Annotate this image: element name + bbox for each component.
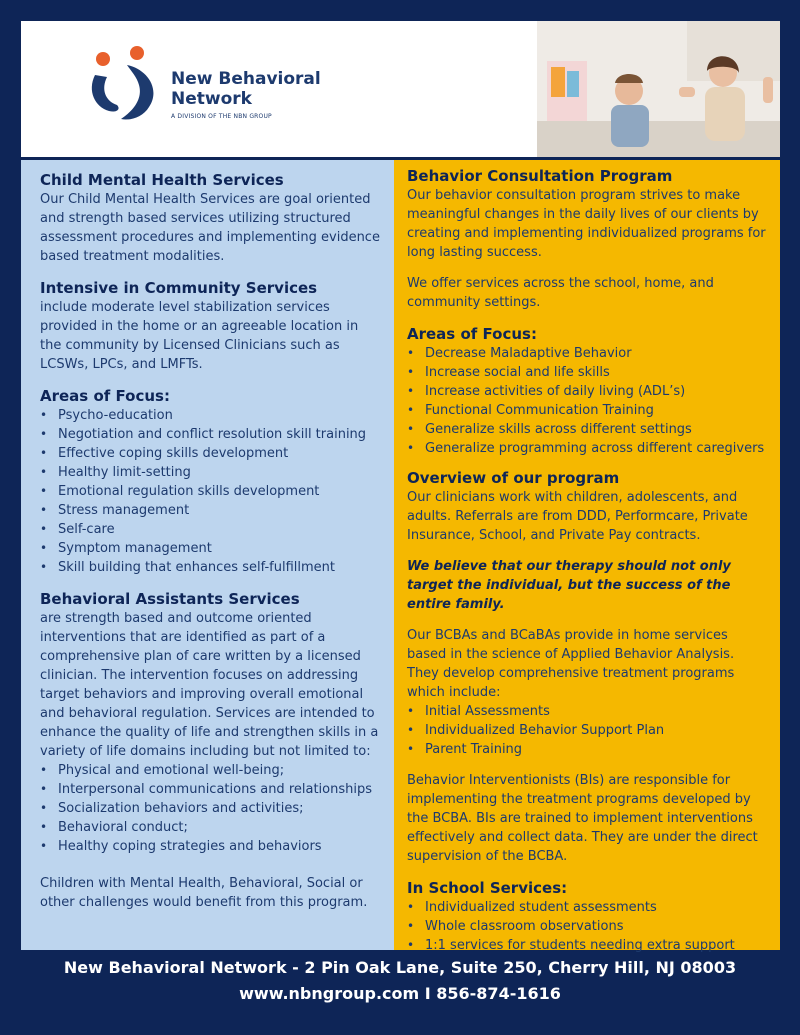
belief-statement: We believe that our therapy should not only target the individual, but the success of the entire family. (407, 559, 731, 612)
child-mh-body: Our Child Mental Health Services are goal oriented and strength based services utilizing structured assessment procedures and implementing evidence based treatment modalities. (40, 192, 380, 264)
list-item: • Effective coping skills development (40, 444, 380, 463)
list-item: • Generalize skills across different settings (407, 420, 770, 439)
child-mh-title: Child Mental Health Services (40, 171, 284, 189)
school-list (407, 898, 770, 955)
left-focus-list (40, 406, 380, 577)
list-item: • Decrease Maladaptive Behavior (407, 344, 770, 363)
school-title: In School Services: (407, 879, 568, 897)
consult-settings: We offer services across the school, home, and community settings. (407, 276, 714, 310)
list-item: • Socialization behaviors and activities; (40, 799, 380, 818)
list-item: • Increase activities of daily living (ADL’s) (407, 382, 770, 401)
overview-body: Our clinicians work with children, adolescents, and adults. Referrals are from DDD, Performcare, Private Insurance, School, and Private Pay contracts. (407, 490, 748, 543)
list-item: • Healthy coping strategies and behaviors (40, 837, 380, 856)
list-item: • Interpersonal communications and relationships (40, 780, 380, 799)
consult-title: Behavior Consultation Program (407, 167, 673, 185)
therapy-photo-illustration (537, 21, 780, 157)
list-item: • Psycho-education (40, 406, 380, 425)
logo-figures-icon (87, 45, 167, 125)
list-item: • Functional Communication Training (407, 401, 770, 420)
footer-address: New Behavioral Network - 2 Pin Oak Lane, Suite 250, Cherry Hill, NJ 08003 (63, 958, 737, 977)
assistants-title: Behavioral Assistants Services (40, 590, 300, 608)
left-column (21, 160, 394, 950)
list-item: • Parent Training (407, 740, 770, 759)
intensive-title: Intensive in Community Services (40, 279, 318, 297)
bcba-list (407, 702, 770, 759)
logo-tagline: A DIVISION OF THE NBN GROUP (171, 113, 272, 120)
bi-body: Behavior Interventionists (BIs) are responsible for implementing the treatment programs developed by the BCBA. BIs are trained to implement interventions effectively and collect data. They are under the direct supervision of the BCBA. (407, 773, 758, 864)
list-item: • Self-care (40, 520, 380, 539)
list-item: • Healthy limit-setting (40, 463, 380, 482)
list-item: • Physical and emotional well-being; (40, 761, 380, 780)
list-item: • Individualized Behavior Support Plan (407, 721, 770, 740)
left-focus-title: Areas of Focus: (40, 387, 170, 405)
list-item: • Increase social and life skills (407, 363, 770, 382)
nbn-logo (87, 45, 337, 135)
list-item: • Initial Assessments (407, 702, 770, 721)
list-item: • Skill building that enhances self-fulfillment (40, 558, 380, 577)
intensive-body: include moderate level stabilization services provided in the home or an agreeable location in the community by Licensed Clinicians such as LCSWs, LPCs, and LMFTs. (40, 300, 359, 372)
list-item: • Symptom management (40, 539, 380, 558)
footer-contact: www.nbngroup.com I 856-874-1616 (239, 984, 561, 1003)
list-item: • Stress management (40, 501, 380, 520)
list-item: • Negotiation and conflict resolution skill training (40, 425, 380, 444)
overview-title: Overview of our program (407, 469, 620, 487)
logo-name-line1: New Behavioral (171, 69, 321, 89)
list-item: • Emotional regulation skills development (40, 482, 380, 501)
list-item: • Individualized student assessments (407, 898, 770, 917)
assistants-closing: Children with Mental Health, Behavioral, Social or other challenges would benefit from this program. (40, 876, 368, 910)
logo-name-line2: Network (171, 89, 252, 109)
consult-body: Our behavior consultation program strives to make meaningful changes in the daily lives of our clients by creating and implementing individualized programs for long lasting success. (407, 188, 766, 260)
header-photo (537, 21, 780, 157)
list-item: • Generalize programming across different caregivers (407, 439, 770, 458)
right-column (394, 160, 780, 953)
list-item: • 1:1 services for students needing extra support (407, 936, 770, 955)
right-focus-list (407, 344, 770, 458)
header-banner (21, 21, 780, 157)
assistants-body: are strength based and outcome oriented interventions that are identified as part of a comprehensive plan of care written by a licensed clinician. The intervention focuses on addressing target behaviors and improving overall emotional and behavioral regulation. Services are intended to enhance the quality of life and strengthen skills in a variety of life domains including but not limited to: (40, 611, 379, 759)
list-item: • Whole classroom observations (407, 917, 770, 936)
list-item: • Behavioral conduct; (40, 818, 380, 837)
right-focus-title: Areas of Focus: (407, 325, 537, 343)
bcba-body: Our BCBAs and BCaBAs provide in home services based in the science of Applied Behavior Analysis. They develop comprehensive treatment programs which include: (407, 628, 735, 700)
assistants-list (40, 761, 380, 856)
